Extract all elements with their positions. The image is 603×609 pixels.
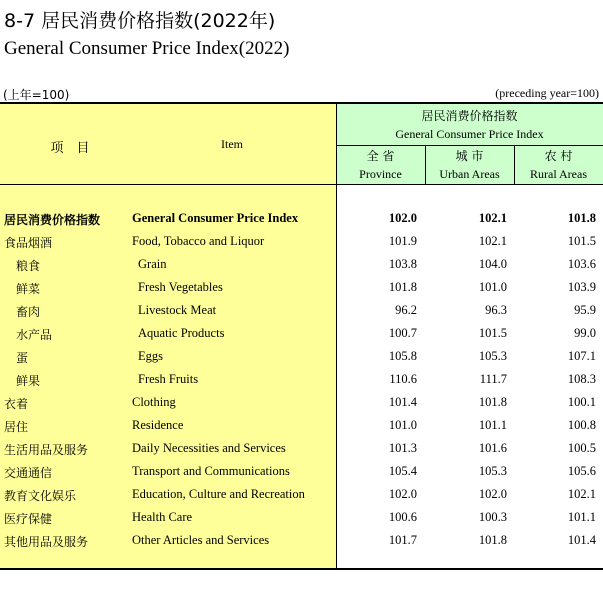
value-province: 100.6 bbox=[388, 510, 417, 524]
row-label-en: Clothing bbox=[132, 395, 176, 409]
value-province: 101.3 bbox=[388, 441, 417, 455]
table-row bbox=[0, 300, 603, 323]
table-row bbox=[0, 530, 603, 553]
value-rural: 102.1 bbox=[567, 487, 596, 501]
table-row bbox=[0, 415, 603, 438]
row-label-cn: 鲜菜 bbox=[16, 282, 41, 296]
value-urban: 105.3 bbox=[478, 349, 507, 363]
table-row bbox=[0, 208, 603, 231]
table-top-border bbox=[0, 102, 603, 104]
header-col-province-en: Province bbox=[359, 167, 402, 181]
header-col-rural-en: Rural Areas bbox=[530, 167, 587, 181]
table-row bbox=[0, 231, 603, 254]
row-label-en: Livestock Meat bbox=[138, 303, 217, 317]
header-col-urban-en: Urban Areas bbox=[439, 167, 500, 181]
page-title-en: General Consumer Price Index(2022) bbox=[4, 38, 290, 59]
row-label-cn: 居住 bbox=[4, 420, 29, 434]
value-rural: 99.0 bbox=[574, 326, 596, 340]
value-urban: 96.3 bbox=[485, 303, 507, 317]
row-label-cn: 医疗保健 bbox=[4, 512, 53, 526]
page-title-cn: 8-7 居民消费价格指数(2022年) bbox=[4, 10, 276, 32]
row-label-en: General Consumer Price Index bbox=[132, 211, 299, 225]
group-header-divider bbox=[336, 145, 603, 146]
value-urban: 101.1 bbox=[478, 418, 507, 432]
value-urban: 102.0 bbox=[478, 487, 507, 501]
value-province: 101.4 bbox=[388, 395, 417, 409]
row-label-en: Grain bbox=[138, 257, 167, 271]
value-urban: 105.3 bbox=[478, 464, 507, 478]
value-urban: 101.6 bbox=[478, 441, 507, 455]
row-label-en: Residence bbox=[132, 418, 184, 432]
table-row bbox=[0, 438, 603, 461]
row-label-cn: 衣着 bbox=[4, 397, 29, 411]
value-province: 101.0 bbox=[388, 418, 417, 432]
value-urban: 100.3 bbox=[478, 510, 507, 524]
value-province: 101.8 bbox=[388, 280, 417, 294]
value-urban: 104.0 bbox=[478, 257, 507, 271]
value-rural: 95.9 bbox=[574, 303, 596, 317]
row-label-cn: 水产品 bbox=[16, 328, 53, 342]
value-province: 100.7 bbox=[388, 326, 417, 340]
value-urban: 101.8 bbox=[478, 395, 507, 409]
value-province: 105.4 bbox=[388, 464, 417, 478]
row-label-en: Food, Tobacco and Liquor bbox=[132, 234, 265, 248]
value-rural: 101.8 bbox=[567, 211, 596, 225]
table-row bbox=[0, 346, 603, 369]
value-urban: 111.7 bbox=[479, 372, 507, 386]
unit-note-en: (preceding year=100) bbox=[495, 86, 599, 100]
value-urban: 102.1 bbox=[478, 211, 507, 225]
value-province: 102.0 bbox=[388, 211, 417, 225]
row-label-cn: 生活用品及服务 bbox=[4, 443, 89, 457]
header-col-rural-cn: 农 村 bbox=[544, 149, 573, 163]
table-row bbox=[0, 254, 603, 277]
value-rural: 100.1 bbox=[567, 395, 596, 409]
value-province: 102.0 bbox=[388, 487, 417, 501]
row-label-cn: 蛋 bbox=[16, 351, 29, 365]
value-rural: 101.4 bbox=[567, 533, 596, 547]
row-label-cn: 居民消费价格指数 bbox=[4, 213, 101, 227]
table-row bbox=[0, 484, 603, 507]
value-province: 101.9 bbox=[388, 234, 417, 248]
row-label-cn: 粮食 bbox=[16, 259, 41, 273]
value-rural: 103.6 bbox=[567, 257, 596, 271]
value-urban: 102.1 bbox=[478, 234, 507, 248]
value-province: 103.8 bbox=[388, 257, 417, 271]
value-urban: 101.5 bbox=[478, 326, 507, 340]
value-rural: 100.8 bbox=[567, 418, 596, 432]
header-group-cn: 居民消费价格指数 bbox=[421, 109, 518, 123]
header-item-en: Item bbox=[221, 137, 243, 151]
value-province: 105.8 bbox=[388, 349, 417, 363]
row-label-cn: 教育文化娱乐 bbox=[4, 489, 77, 503]
row-label-en: Eggs bbox=[138, 349, 163, 363]
row-label-cn: 其他用品及服务 bbox=[4, 535, 89, 549]
value-rural: 100.5 bbox=[567, 441, 596, 455]
header-group-en: General Consumer Price Index bbox=[395, 127, 544, 141]
row-label-en: Fresh Fruits bbox=[138, 372, 199, 386]
value-rural: 103.9 bbox=[567, 280, 596, 294]
value-province: 101.7 bbox=[388, 533, 417, 547]
value-rural: 105.6 bbox=[567, 464, 596, 478]
row-label-cn: 交通通信 bbox=[4, 466, 53, 480]
table-row bbox=[0, 507, 603, 530]
header-col-urban-cn: 城 市 bbox=[455, 149, 484, 163]
header-col-province-cn: 全 省 bbox=[366, 149, 395, 163]
row-label-cn: 鲜果 bbox=[16, 374, 41, 388]
row-label-cn: 食品烟酒 bbox=[4, 236, 53, 250]
table-row bbox=[0, 369, 603, 392]
row-label-en: Transport and Communications bbox=[132, 464, 290, 478]
value-province: 96.2 bbox=[395, 303, 417, 317]
row-label-cn: 畜肉 bbox=[16, 305, 41, 319]
row-label-en: Education, Culture and Recreation bbox=[132, 487, 305, 501]
header-item-cn: 项 目 bbox=[50, 141, 90, 156]
value-rural: 108.3 bbox=[567, 372, 596, 386]
row-label-en: Fresh Vegetables bbox=[138, 280, 223, 294]
table-row bbox=[0, 392, 603, 415]
unit-note-cn: (上年=100) bbox=[3, 88, 70, 102]
value-province: 110.6 bbox=[389, 372, 417, 386]
table-row bbox=[0, 461, 603, 484]
table-row bbox=[0, 277, 603, 300]
value-rural: 101.1 bbox=[567, 510, 596, 524]
row-label-en: Health Care bbox=[132, 510, 193, 524]
row-label-en: Aquatic Products bbox=[138, 326, 225, 340]
header-bottom-border bbox=[0, 184, 603, 185]
row-label-en: Daily Necessities and Services bbox=[132, 441, 286, 455]
value-urban: 101.8 bbox=[478, 533, 507, 547]
value-rural: 101.5 bbox=[567, 234, 596, 248]
value-rural: 107.1 bbox=[567, 349, 596, 363]
table-row bbox=[0, 323, 603, 346]
value-urban: 101.0 bbox=[478, 280, 507, 294]
table-bottom-border bbox=[0, 568, 603, 570]
row-label-en: Other Articles and Services bbox=[132, 533, 270, 547]
